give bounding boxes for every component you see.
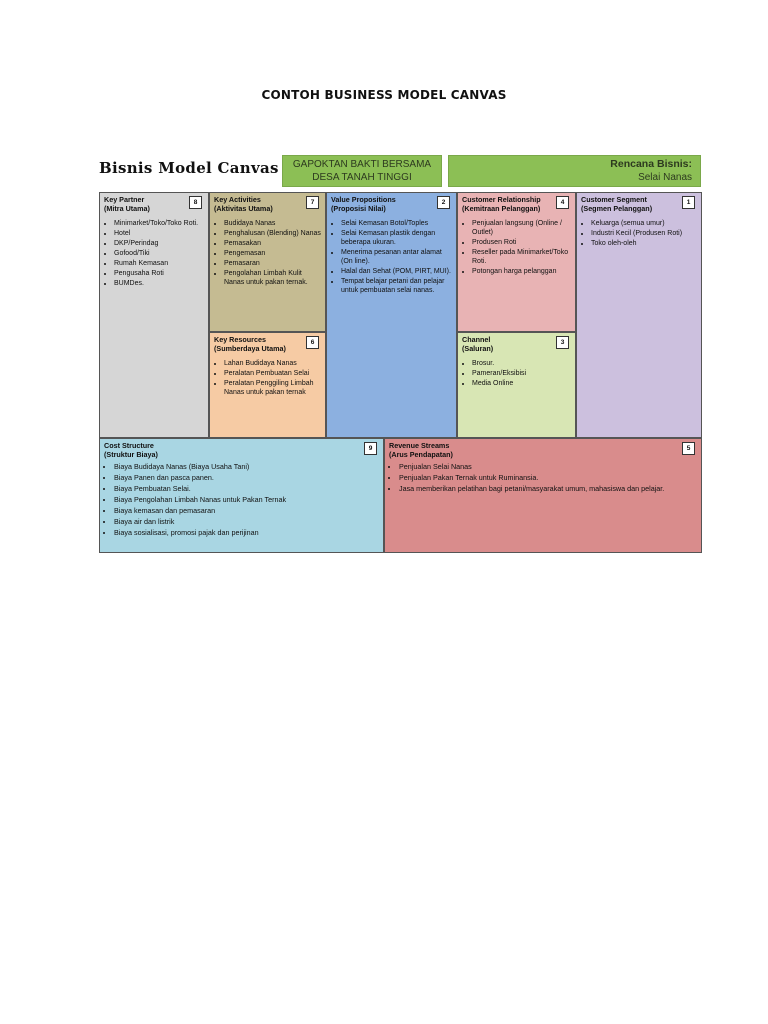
list-item: • Selai Kemasan plastik dengan beberapa ukuran. — [341, 229, 452, 247]
list-item: • Selai Kemasan Botol/Toples — [341, 219, 452, 228]
revenue-streams-title: Revenue Streams — [389, 441, 450, 450]
key-resources-list — [210, 359, 325, 397]
list-item: • Pemasaran — [224, 259, 321, 268]
list-item: • Tempat belajar petani dan pelajar untuk pembuatan selai nanas. — [341, 277, 452, 295]
list-item: • Pameran/Eksibisi — [472, 369, 571, 378]
plan-label: Rencana Bisnis: — [610, 158, 692, 170]
organization-header — [282, 155, 442, 187]
business-model-canvas-figure — [99, 155, 702, 553]
list-item: • Penjualan langsung (Online / Outlet) — [472, 219, 571, 237]
document-title: CONTOH BUSINESS MODEL CANVAS — [261, 88, 507, 102]
key-partner-subtitle: (Mitra Utama) — [104, 204, 150, 213]
value-propositions-subtitle: (Proposisi Nilai) — [331, 204, 386, 213]
list-item: • Biaya Budidaya Nanas (Biaya Usaha Tani) — [114, 461, 379, 472]
list-item: • Menerima pesanan antar alamat (On line). — [341, 248, 452, 266]
customer-segment-number-badge: 1 — [682, 196, 695, 209]
key-activities-block — [209, 192, 326, 332]
value-propositions-block — [326, 192, 457, 438]
list-item: • Toko oleh-oleh — [591, 239, 697, 248]
list-item: • Produsen Roti — [472, 238, 571, 247]
list-item: • Biaya sosialisasi, promosi pajak dan perijinan — [114, 527, 379, 538]
revenue-streams-subtitle: (Arus Pendapatan) — [389, 450, 453, 459]
customer-segment-block — [576, 192, 702, 438]
list-item: • Peralatan Pembuatan Selai — [224, 369, 321, 378]
channel-subtitle: (Saluran) — [462, 344, 494, 353]
list-item: • Biaya air dan listrik — [114, 516, 379, 527]
key-activities-title: Key Activities — [214, 195, 261, 204]
list-item: • Biaya kemasan dan pemasaran — [114, 505, 379, 516]
customer-relationship-block — [457, 192, 576, 332]
value-propositions-list — [327, 219, 456, 295]
cost-structure-heading — [100, 439, 383, 459]
channel-list — [458, 359, 575, 388]
revenue-streams-heading — [385, 439, 701, 459]
list-item: • Budidaya Nanas — [224, 219, 321, 228]
channel-number-badge: 3 — [556, 336, 569, 349]
customer-relationship-list — [458, 219, 575, 276]
key-activities-subtitle: (Aktivitas Utama) — [214, 204, 273, 213]
key-activities-list — [210, 219, 325, 287]
key-partner-list — [100, 219, 208, 288]
channel-block — [457, 332, 576, 438]
key-partner-number-badge: 8 — [189, 196, 202, 209]
key-resources-block — [209, 332, 326, 438]
list-item: • Pengemasan — [224, 249, 321, 258]
customer-relationship-number-badge: 4 — [556, 196, 569, 209]
plan-value: Selai Nanas — [638, 172, 692, 183]
list-item: • Potongan harga pelanggan — [472, 267, 571, 276]
key-partner-block — [99, 192, 209, 438]
list-item: • Penjualan Pakan Ternak untuk Ruminansia. — [399, 472, 697, 483]
cost-structure-block — [99, 438, 384, 553]
customer-segment-title: Customer Segment — [581, 195, 647, 204]
list-item: • Lahan Budidaya Nanas — [224, 359, 321, 368]
list-item: • Media Online — [472, 379, 571, 388]
customer-relationship-subtitle: (Kemitraan Pelanggan) — [462, 204, 541, 213]
revenue-streams-list — [385, 461, 701, 494]
cost-structure-subtitle: (Struktur Biaya) — [104, 450, 158, 459]
customer-relationship-title: Customer Relationship — [462, 195, 541, 204]
list-item: • Rumah Kemasan — [114, 259, 204, 268]
cost-structure-number-badge: 9 — [364, 442, 377, 455]
organization-line-1: GAPOKTAN BAKTI BERSAMA — [292, 159, 432, 170]
list-item: • Halal dan Sehat (POM, PIRT, MUI). — [341, 267, 452, 276]
list-item: • BUMDes. — [114, 279, 204, 288]
key-activities-number-badge: 7 — [306, 196, 319, 209]
revenue-streams-block — [384, 438, 702, 553]
value-propositions-number-badge: 2 — [437, 196, 450, 209]
list-item: • Gofood/Tiki — [114, 249, 204, 258]
key-resources-title: Key Resources — [214, 335, 266, 344]
list-item: • Biaya Pembuatan Selai. — [114, 483, 379, 494]
list-item: • Keluarga (semua umur) — [591, 219, 697, 228]
cost-structure-title: Cost Structure — [104, 441, 154, 450]
customer-segment-list — [577, 219, 701, 248]
list-item: • Jasa memberikan pelatihan bagi petani/masyarakat umum, mahasiswa dan pelajar. — [399, 483, 697, 494]
key-resources-subtitle: (Sumberdaya Utama) — [214, 344, 286, 353]
key-resources-number-badge: 6 — [306, 336, 319, 349]
list-item: • Reseller pada Minimarket/Toko Roti. — [472, 248, 571, 266]
list-item: • Penjualan Selai Nanas — [399, 461, 697, 472]
list-item: • Biaya Pengolahan Limbah Nanas untuk Pakan Ternak — [114, 494, 379, 505]
list-item: • Penghalusan (Blending) Nanas — [224, 229, 321, 238]
revenue-streams-number-badge: 5 — [682, 442, 695, 455]
organization-line-2: DESA TANAH TINGGI — [312, 172, 412, 183]
value-propositions-title: Value Propositions — [331, 195, 396, 204]
list-item: • Industri Kecil (Produsen Roti) — [591, 229, 697, 238]
list-item: • Biaya Panen dan pasca panen. — [114, 472, 379, 483]
channel-title: Channel — [462, 335, 491, 344]
list-item: • DKP/Perindag — [114, 239, 204, 248]
list-item: • Hotel — [114, 229, 204, 238]
list-item: • Peralatan Penggiling Limbah Nanas untuk pakan ternak — [224, 379, 321, 397]
list-item: • Pengusaha Roti — [114, 269, 204, 278]
list-item: • Pemasakan — [224, 239, 321, 248]
list-item: • Brosur. — [472, 359, 571, 368]
list-item: • Pengolahan Limbah Kulit Nanas untuk pakan ternak. — [224, 269, 321, 287]
customer-segment-subtitle: (Segmen Pelanggan) — [581, 204, 653, 213]
cost-structure-list — [100, 461, 383, 538]
business-plan-header — [448, 155, 701, 187]
key-partner-title: Key Partner — [104, 195, 145, 204]
canvas-title: Bisnis Model Canvas — [99, 159, 279, 177]
list-item: • Minimarket/Toko/Toko Roti. — [114, 219, 204, 228]
